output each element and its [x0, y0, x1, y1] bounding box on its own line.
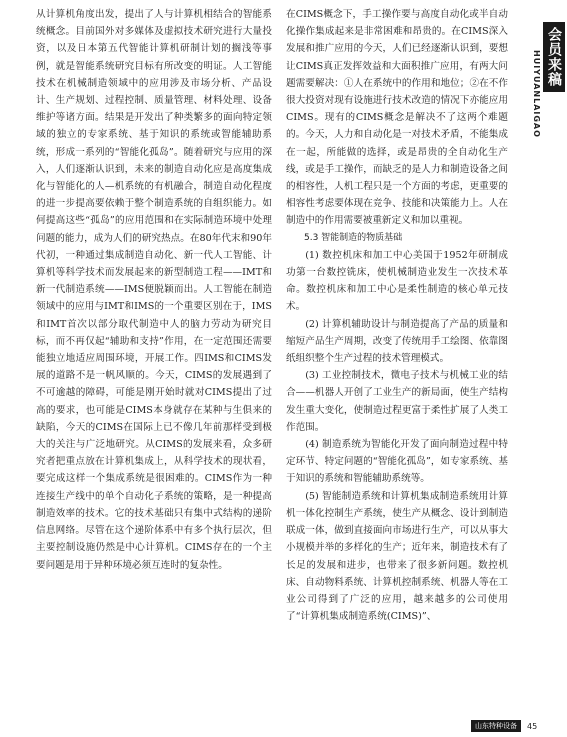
page-number: 45: [527, 721, 538, 731]
right-paragraph-intro: 在CIMS概念下，手工操作要与高度自动化或半自动化操作集成起来是非常困难和昂贵的。在CIMS深入发展和推广应用的今天，人们已经逐渐认识到，要想让CIMS真正发挥效益和大面积推广应用，有两大问题需要解决：①人在系统中的作用和地位；②在不作很大投资对现有设施进行技术改造的情况下亦能应用CIMS。现有的CIMS概念是解决不了这两个难题的。今天，人力和自动化是一对技术矛盾，不能集成在一起，所能做的选择，或是昂贵的全自动化生产线，或是手工操作，而缺乏的是人力和制造设备之间的相容性，人机工程只是一个方面的考虑，更重要的相容性考虑要体现在竞争、技能和决策能力上。人在制造中的作用需要被重新定义和加以重视。: [286, 9, 508, 227]
list-item-1: (1) 数控机床和加工中心美国于1952年研制成功第一台数控铣床，使机械制造业发生一次技术革命。数控机床和加工中心是柔性制造的核心单元技术。: [286, 249, 508, 313]
section-pinyin: HUIYUANLAIGAO: [532, 50, 541, 138]
page-footer: [471, 720, 551, 732]
section-side-label: [515, 10, 567, 150]
left-text-column: [36, 6, 272, 574]
section-heading: 5.3 智能制造的物质基础: [304, 232, 403, 243]
left-paragraph: 从计算机角度出发，提出了人与计算机相结合的智能系统概念。目前国外对多媒体及虚拟技术研究进行大量投资，以及日本第五代智能计算机研制计划的搁浅等事例，就是智能系统研究目标有所改变的明证。人工智能技术在机械制造领域中的应用涉及市场分析、产品设计、生产规划、过程控制、质量管理、材料处理、设备维护等诸方面。结果是开发出了种类繁多的面向特定领域的独立的专家系统、基于知识的系统或智能辅助系统，形成一系列的“智能化孤岛”。随着研究与应用的深入，人们逐渐认识到，未来的制造自动化应是高度集成化与智能化的人—机系统的有机融合，制造自动化程度的进一步提高要依赖于整个制造系统的自组织能力。如何提高这些“孤岛”的应用范围和在实际制造环境中处理问题的能力，成为人们的研究热点。在80年代末和90年代初，一种通过集成制造自动化、新一代人工智能、计算机等科学技术而发展起来的新型制造工程——IMT和新一代制造系统——IMS便脱颖而出。人工智能在制造领域中的应用与IMT和IMS的一个重要区别在于，IMS和IMT首次以部分取代制造中人的脑力劳动为研究目标，而不再仅起“辅助和支持”作用，在一定范围还需要能独立地适应周围环境，开展工作。四IMS和CIMS发展的道路不是一帆风顺的。今天，CIMS的发展遇到了不可逾越的障碍，可能是刚开始时就对CIMS提出了过高的要求，也可能是CIMS本身就存在某种与生俱来的缺陷，今天的CIMS在国际上已不像几年前那样受到极大的关注与广泛地研究。从CIMS的发展来看，众多研究者把重点放在计算机集成上，从科学技术的现状看，要完成这样一个集成系统是很困难的。CIMS作为一种连接生产线中的单个自动化子系统的策略，是一种提高制造效率的技术。它的技术基础只有集中式结构的递阶信息网络。尽管在这个递阶体系中有多个执行层次，但主要控制设施仍然是中心计算机。CIMS存在的一个主要问题是用于异种环境必须互连时的复杂性。: [36, 9, 272, 571]
publication-badge: 山东特种设备: [471, 720, 521, 732]
right-text-column: [286, 6, 508, 625]
list-item-3: (3) 工业控制技术，微电子技术与机械工业的结合——机器人开创了工业生产的新局面，使生产结构发生重大变化，使制造过程更富于柔性扩展了人类工作范围。: [286, 370, 508, 433]
list-item-2: (2) 计算机辅助设计与制造提高了产品的质量和缩短产品生产周期，改变了传统用手工绘图、依靠图纸组织整个生产过程的技术管理模式。: [286, 318, 508, 365]
list-item-5: (5) 智能制造系统和计算机集成制造系统用计算机一体化控制生产系统，使生产从概念、设计到制造联成一体，做到直接面向市场进行生产，可以从事大小规模并举的多样化的生产；近年来，制造技术有了长足的发展和进步，也带来了很多新问题。数控机床、自动物料系统、计算机控制系统、机器人等在工业公司得到了广泛的应用，越来越多的公司使用了“计算机集成制造系统(CIMS)”、: [286, 490, 508, 623]
section-tag: 会员来稿: [543, 22, 565, 92]
list-item-4: (4) 制造系统为智能化开发了面向制造过程中特定环节、特定问题的“智能化孤岛”，如专家系统、基于知识的系统和智能辅助系统等。: [286, 439, 508, 485]
